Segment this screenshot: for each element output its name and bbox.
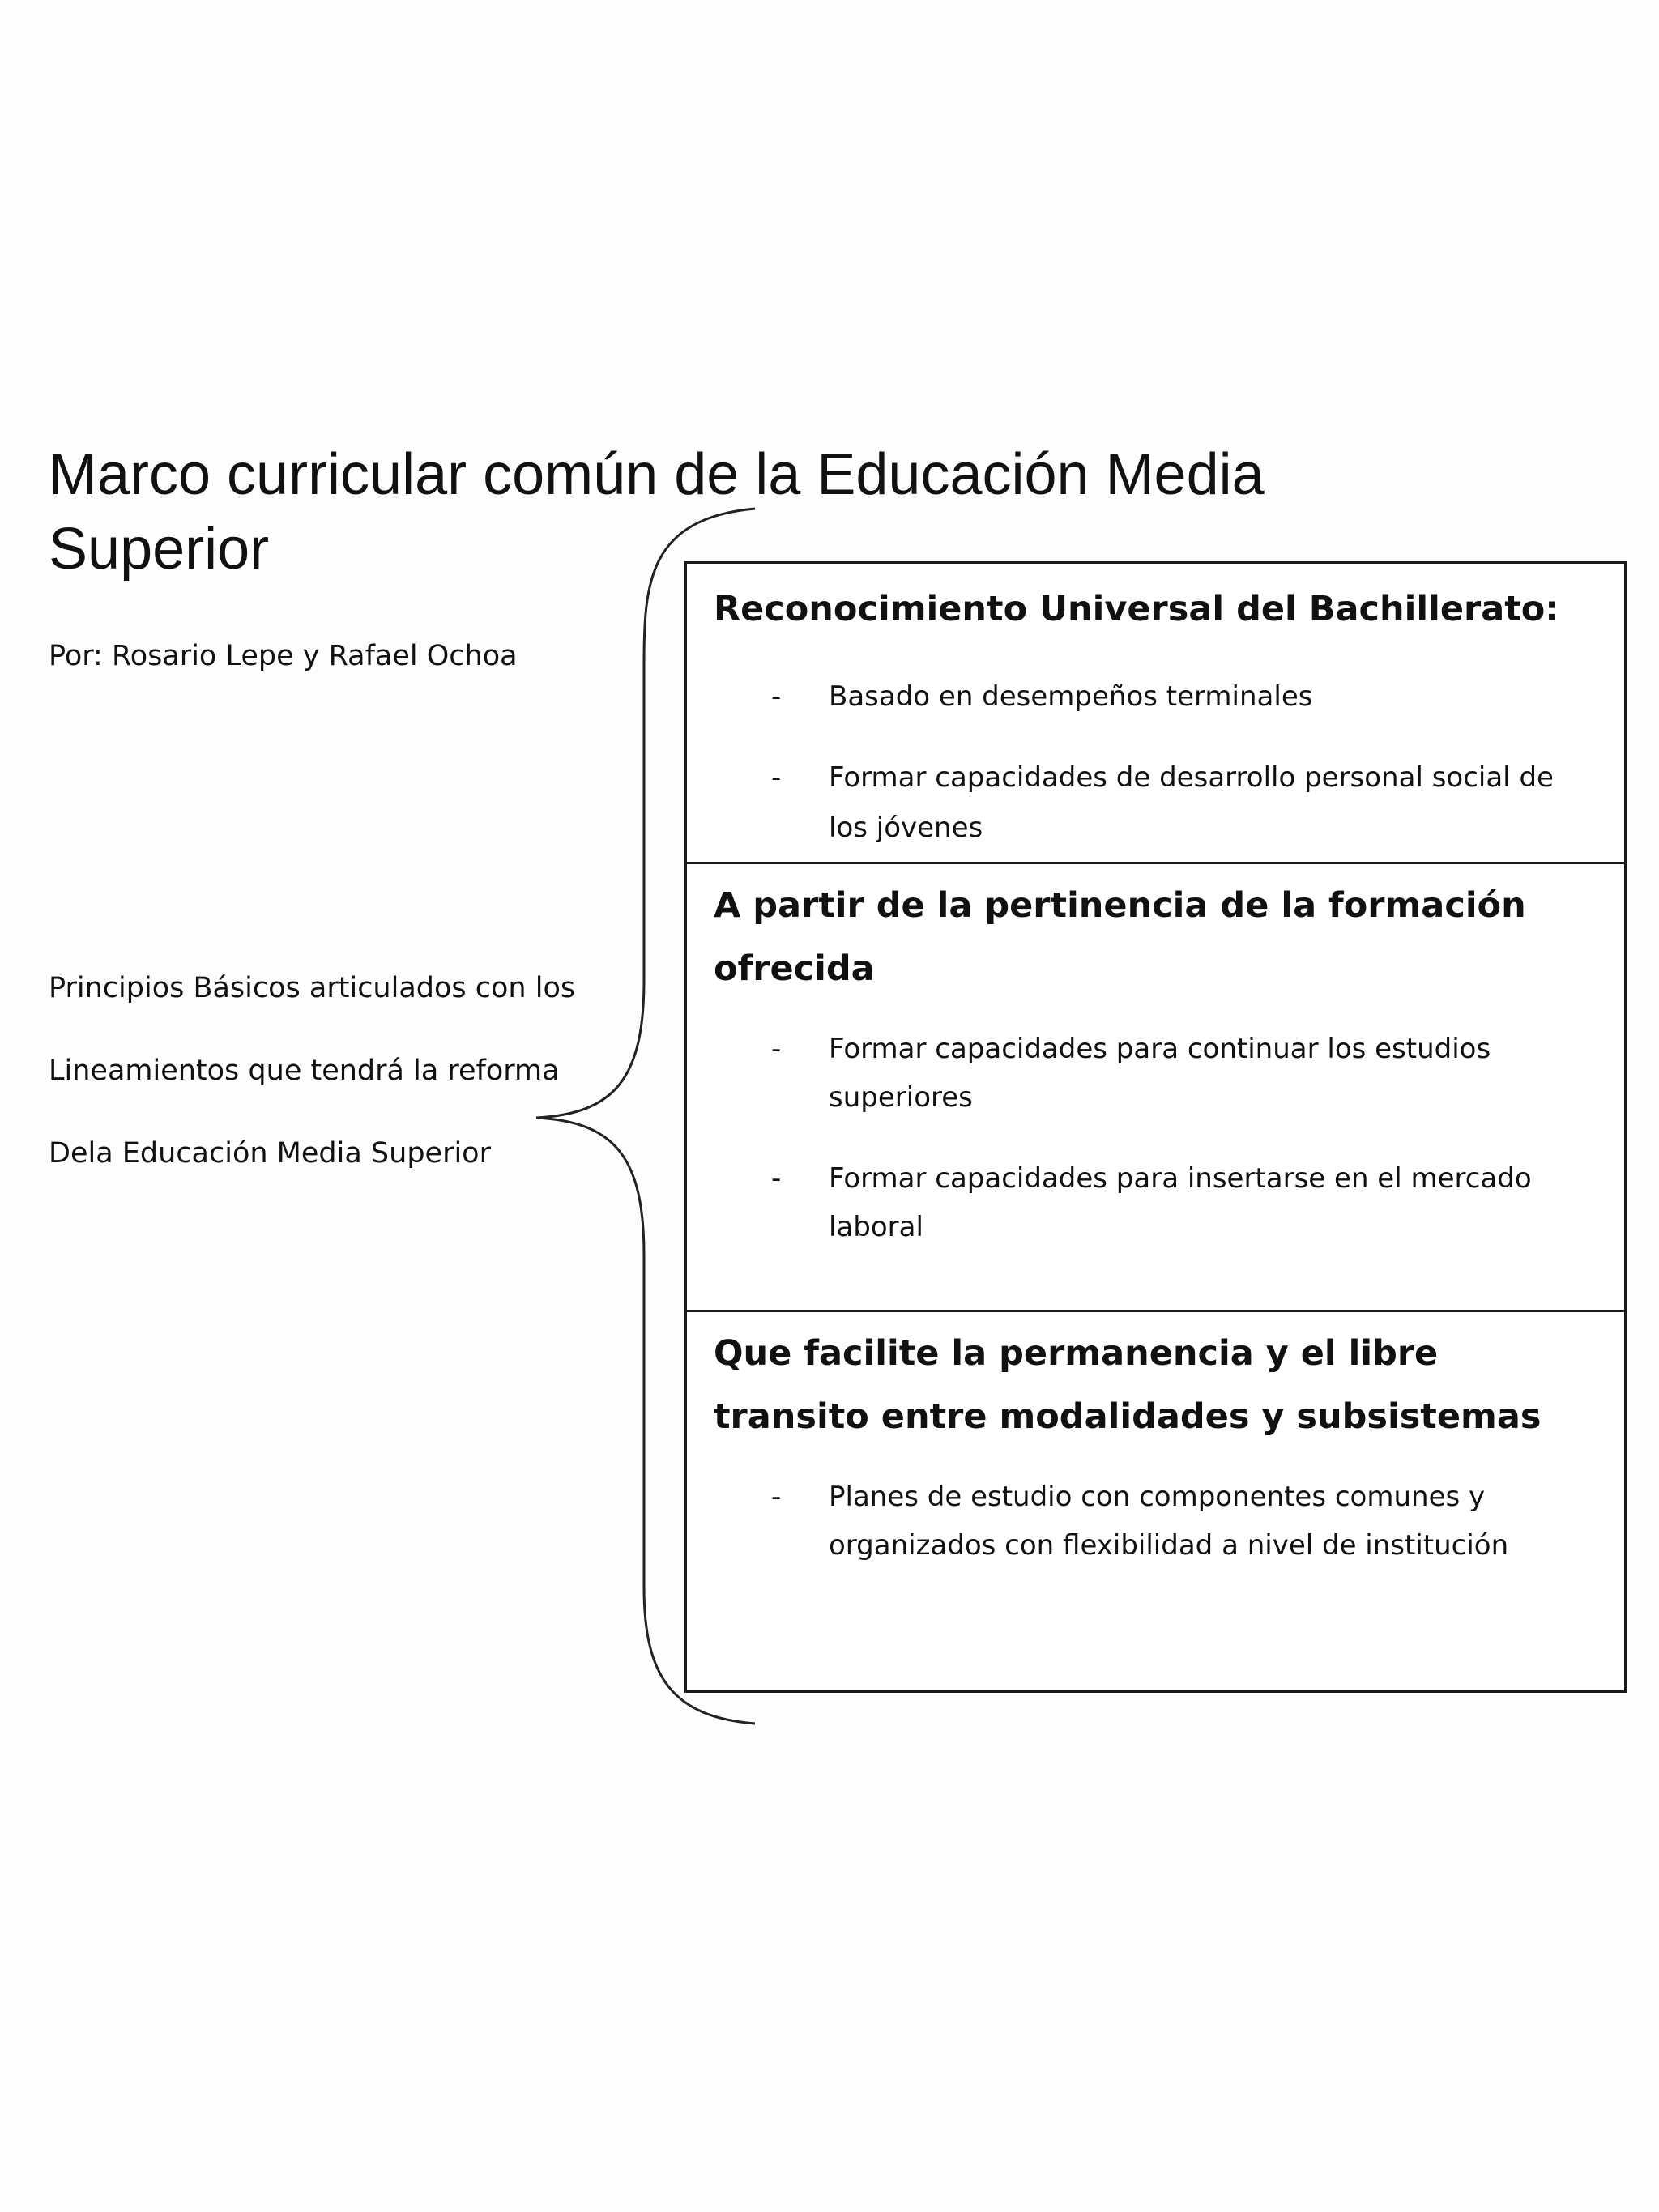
box-heading: A partir de la pertinencia de la formación ofrecida bbox=[714, 885, 1526, 989]
bullet-text: Basado en desempeños terminales bbox=[829, 680, 1313, 713]
bullet-dash: - bbox=[771, 761, 782, 794]
bullet-dash: - bbox=[771, 1033, 782, 1065]
left-label-line: Dela Educación Media Superior bbox=[49, 1137, 491, 1170]
list-item bbox=[714, 1154, 1600, 1251]
principle-box-relevance bbox=[687, 862, 1624, 1310]
principles-box-stack bbox=[684, 561, 1627, 1693]
bullet-text: Formar capacidades para insertarse en el mercado laboral bbox=[829, 1162, 1532, 1243]
bullet-list bbox=[714, 671, 1600, 853]
left-label-line: Principios Básicos articulados con los bbox=[49, 972, 576, 1004]
list-item bbox=[714, 671, 1600, 722]
page-title: Marco curricular común de la Educación Media Superior bbox=[49, 442, 1265, 582]
authors-line: Por: Rosario Lepe y Rafael Ochoa bbox=[49, 640, 518, 672]
bullet-text: Planes de estudio con componentes comunes y organizados con flexibilidad a nivel de institución bbox=[829, 1481, 1509, 1562]
bullet-list bbox=[714, 1473, 1600, 1570]
principle-box-universal-recognition bbox=[687, 564, 1624, 862]
bullet-text: Formar capacidades de desarrollo personal social de los jóvenes bbox=[829, 761, 1554, 844]
bullet-dash: - bbox=[771, 1481, 782, 1513]
left-label-line: Lineamientos que tendrá la reforma bbox=[49, 1055, 560, 1087]
list-item bbox=[714, 1025, 1600, 1122]
bullet-list bbox=[714, 1025, 1600, 1251]
principle-box-permanence bbox=[687, 1310, 1624, 1693]
bullet-text: Formar capacidades para continuar los estudios superiores bbox=[829, 1033, 1491, 1114]
box-heading: Que facilite la permanencia y el libre transito entre modalidades y subsistemas bbox=[714, 1333, 1542, 1437]
box-heading: Reconocimiento Universal del Bachillerato: bbox=[714, 589, 1559, 629]
bullet-dash: - bbox=[771, 680, 782, 713]
list-item bbox=[714, 752, 1600, 853]
bullet-dash: - bbox=[771, 1162, 782, 1195]
list-item bbox=[714, 1473, 1600, 1570]
